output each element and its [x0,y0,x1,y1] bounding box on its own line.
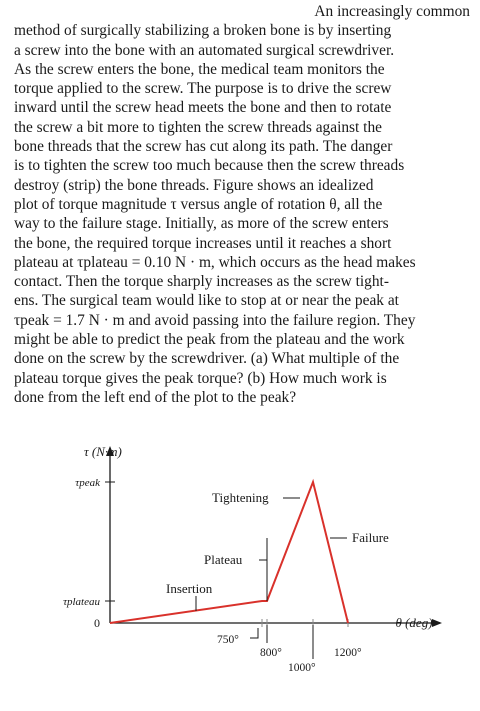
y-axis-label: τ (N·m) [84,444,122,459]
problem-line: a screw into the bone with an automated surgical screwdriver. [14,41,395,59]
problem-line: contact. Then the torque sharply increases as the screw tight- [14,273,389,291]
x-tick-label-800: 800° [260,647,282,659]
origin-label: 0 [94,616,100,630]
annotation-failure: Failure [352,530,389,545]
problem-line: done on the screw by the screwdriver. (a) What multiple of the [14,350,400,368]
x-axis-arrowhead [432,619,442,627]
x-tick-label-1200: 1200° [334,647,362,659]
annotation-tightening: Tightening [212,490,269,505]
x-tick-label-1000: 1000° [288,662,316,674]
problem-line: An increasingly common [314,3,470,20]
problem-line: destroy (strip) the bone threads. Figure shows an idealized [14,176,374,194]
problem-line: is to tighten the screw too much because then the screw threads [14,157,405,175]
problem-line: method of surgically stabilizing a broken bone is by inserting [14,22,392,40]
y-tick-label-peak: τpeak [75,477,100,489]
problem-line: torque applied to the screw. The purpose is to drive the screw [14,80,392,98]
problem-line: done from the left end of the plot to the peak? [14,388,297,406]
torque-angle-figure [0,438,480,708]
problem-line: ens. The surgical team would like to stop at or near the peak at [14,292,399,310]
annotation-insertion: Insertion [166,581,213,596]
problem-line: τpeak = 1.7 N · m and avoid passing into the failure region. They [14,311,416,329]
torque-angle-plot [0,438,480,708]
problem-line: plateau torque gives the peak torque? (b) How much work is [14,369,387,387]
problem-line: way to the failure stage. Initially, as more of the screw enters [14,215,389,233]
problem-text [14,2,470,407]
plateau-leader [259,560,267,598]
problem-line: the bone, the required torque increases until it reaches a short [14,234,392,252]
y-tick-label-plateau: τplateau [63,596,100,608]
problem-line: plot of torque magnitude τ versus angle of rotation θ, all the [14,195,383,213]
annotation-plateau: Plateau [204,552,243,567]
x-axis-label: θ (deg) [395,615,433,630]
problem-line: plateau at τplateau = 0.10 N · m, which occurs as the head makes [14,253,416,271]
problem-line: bone threads that the screw has cut along its path. The danger [14,138,393,156]
tick-750-leader [250,628,258,638]
problem-line: the screw a bit more to tighten the screw threads against the [14,118,382,136]
problem-line: might be able to predict the peak from the plateau and the work [14,331,405,349]
problem-line: As the screw enters the bone, the medical team monitors the [14,60,385,78]
problem-line: inward until the screw head meets the bone and then to rotate [14,99,392,117]
x-tick-label-750: 750° [217,634,239,646]
